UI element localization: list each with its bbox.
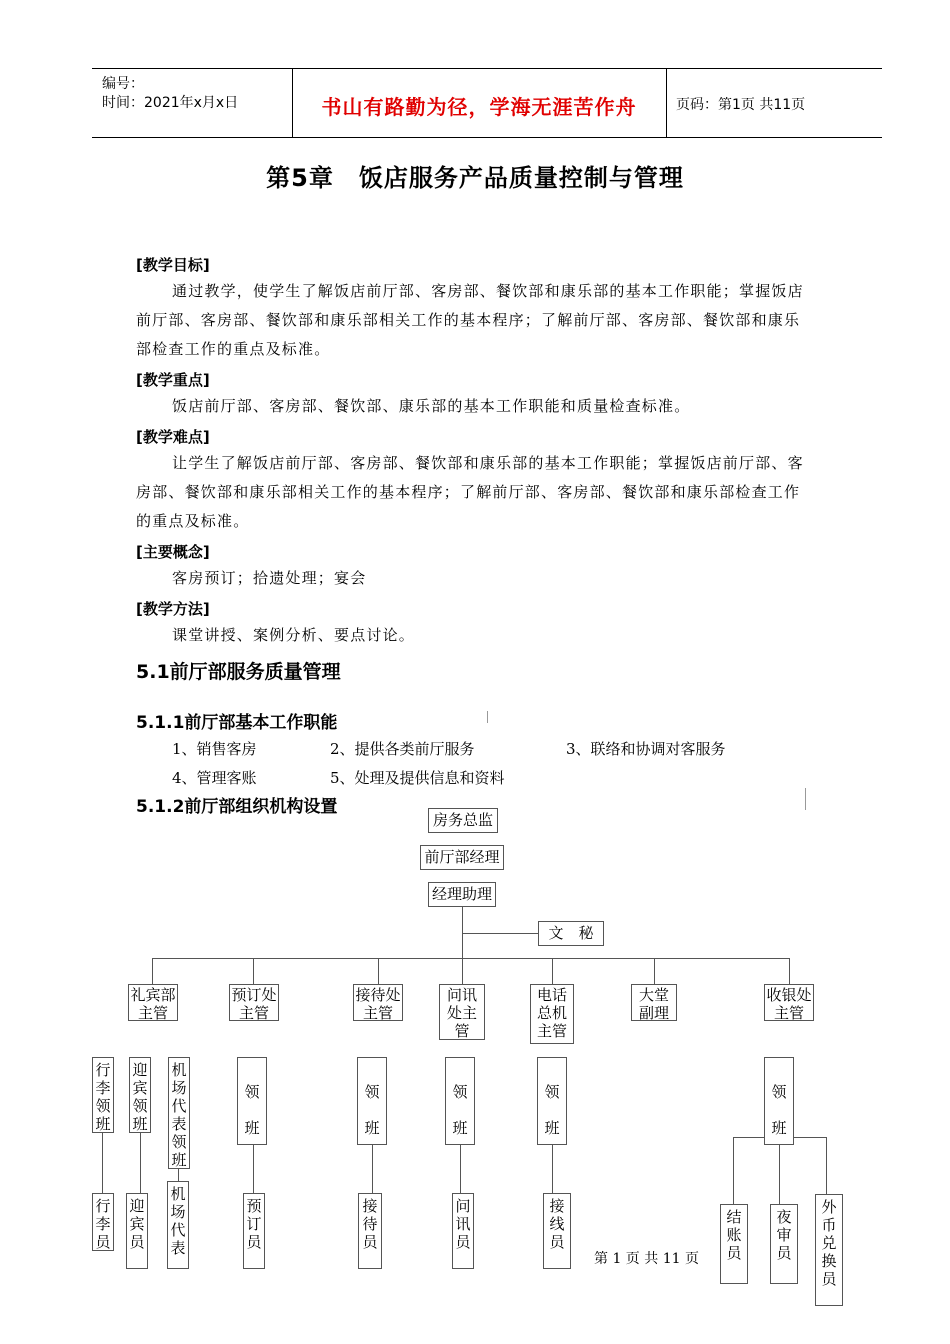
org-node-receptionist: 接 待 员	[358, 1193, 382, 1269]
org-node-assistant-manager: 经理助理	[428, 882, 496, 907]
section-body-concepts	[136, 564, 836, 593]
connector-line	[462, 933, 538, 934]
org-node-reception-lead: 领 班	[357, 1057, 387, 1145]
section-heading-difficulties: [教学难点]	[136, 428, 210, 446]
connector-line	[152, 958, 153, 984]
org-node-concierge-supervisor: 礼宾部 主管	[128, 984, 178, 1021]
header-page-cell	[666, 69, 882, 137]
connector-line	[460, 1144, 461, 1194]
function-item: 4、管理客账	[172, 769, 257, 787]
connector-line	[654, 958, 655, 984]
org-node-lobby-assistant-manager: 大堂 副理	[631, 984, 677, 1021]
connector-line	[462, 906, 463, 958]
connector-line	[733, 1137, 734, 1205]
org-node-night-auditor: 夜 审 员	[770, 1204, 798, 1284]
function-item: 5、处理及提供信息和资料	[330, 769, 505, 787]
connector-line	[253, 958, 254, 984]
org-node-information-lead: 领 班	[445, 1057, 475, 1145]
org-node-greeter: 迎 宾 员	[126, 1193, 148, 1269]
org-node-bellman: 行 李 员	[92, 1193, 114, 1251]
connector-line	[826, 1137, 827, 1195]
org-node-reservation-lead: 领 班	[237, 1057, 267, 1145]
connector-line	[372, 1144, 373, 1194]
motto: 书山有路勤为径，学海无涯苦作舟	[321, 95, 637, 119]
section-body-methods	[136, 621, 836, 650]
org-node-switchboard-supervisor: 电话 总机 主管	[530, 984, 574, 1044]
connector-line	[378, 958, 379, 984]
header-meta-cell	[92, 69, 293, 137]
org-node-airport-rep-captain: 机 场 代 表 领 班	[168, 1057, 190, 1169]
connector-line	[178, 1168, 179, 1182]
text-line: 部检查工作的重点及标准。	[136, 340, 331, 358]
org-node-airport-rep: 机 场 代 表	[167, 1181, 189, 1269]
number-label: 编号：	[102, 76, 144, 92]
connector-line	[462, 958, 463, 984]
header-motto-cell	[292, 69, 667, 137]
page-header	[92, 68, 882, 138]
org-node-greeter-captain: 迎 宾 领 班	[129, 1057, 151, 1133]
org-node-front-office-manager: 前厅部经理	[420, 845, 504, 870]
text-line: 客房预订；拾遗处理；宴会	[172, 569, 367, 587]
connector-line	[552, 958, 553, 984]
section-heading-methods: [教学方法]	[136, 600, 210, 618]
section-5-1-2-heading: 5.1.2前厅部组织机构设置	[136, 797, 338, 817]
chapter-title: 第5章 饭店服务产品质量控制与管理	[266, 164, 684, 192]
page-info: 页码：第1页 共11页	[676, 97, 806, 113]
org-node-settlement-clerk: 结 账 员	[720, 1204, 748, 1284]
function-item: 1、销售客房	[172, 740, 257, 758]
section-heading-objectives: [教学目标]	[136, 256, 210, 274]
section-body-difficulties	[136, 449, 836, 536]
org-node-cashier-supervisor: 收银处 主管	[764, 984, 814, 1021]
org-node-switchboard-lead: 领 班	[537, 1057, 567, 1145]
margin-mark	[805, 788, 806, 810]
org-node-operator: 接 线 员	[543, 1193, 571, 1269]
text-line: 课堂讲授、案例分析、要点讨论。	[172, 626, 416, 644]
org-node-bell-captain: 行 李 领 班	[92, 1057, 114, 1133]
connector-line	[552, 1144, 553, 1194]
text-line: 前厅部、客房部、餐饮部和康乐部相关工作的基本程序；了解前厅部、客房部、餐饮部和康乐	[136, 311, 801, 329]
connector-line	[140, 1132, 141, 1194]
time-label: 时间：2021年x月x日	[102, 95, 239, 111]
connector-line	[152, 958, 789, 959]
org-node-cashier-lead: 领 班	[764, 1057, 794, 1145]
section-heading-key-points: [教学重点]	[136, 371, 210, 389]
text-line: 通过教学，使学生了解饭店前厅部、客房部、餐饮部和康乐部的基本工作职能；掌握饭店	[172, 282, 804, 300]
connector-line	[779, 1144, 780, 1204]
org-node-reservation-clerk: 预 订 员	[243, 1193, 265, 1269]
section-5-1-1-heading: 5.1.1前厅部基本工作职能	[136, 713, 338, 733]
org-node-reservation-supervisor: 预订处 主管	[229, 984, 279, 1021]
section-body-key-points	[136, 392, 836, 421]
org-node-information-supervisor: 问讯 处主 管	[439, 984, 485, 1040]
function-item: 2、提供各类前厅服务	[330, 740, 475, 758]
text-line: 的重点及标准。	[136, 512, 250, 530]
org-node-currency-exchange-clerk: 外 币 兑 换 员	[815, 1194, 843, 1306]
text-cursor-mark	[487, 711, 488, 723]
section-heading-concepts: [主要概念]	[136, 543, 210, 561]
page-footer: 第 1 页 共 11 页	[594, 1251, 699, 1267]
text-line: 让学生了解饭店前厅部、客房部、餐饮部和康乐部的基本工作职能；掌握饭店前厅部、客	[172, 454, 804, 472]
connector-line	[789, 958, 790, 984]
section-5-1-heading: 5.1前厅部服务质量管理	[136, 661, 341, 683]
section-body-objectives	[136, 277, 836, 364]
org-node-information-clerk: 问 讯 员	[452, 1193, 474, 1269]
org-node-housekeeping-director: 房务总监	[428, 808, 498, 833]
org-node-secretary: 文 秘	[538, 921, 604, 946]
text-line: 房部、餐饮部和康乐部相关工作的基本程序；了解前厅部、客房部、餐饮部和康乐部检查工作	[136, 483, 801, 501]
connector-line	[253, 1144, 254, 1194]
text-line: 饭店前厅部、客房部、餐饮部、康乐部的基本工作职能和质量检查标准。	[172, 397, 691, 415]
org-node-reception-supervisor: 接待处 主管	[353, 984, 403, 1021]
function-item: 3、联络和协调对客服务	[566, 740, 726, 758]
connector-line	[102, 1132, 103, 1194]
